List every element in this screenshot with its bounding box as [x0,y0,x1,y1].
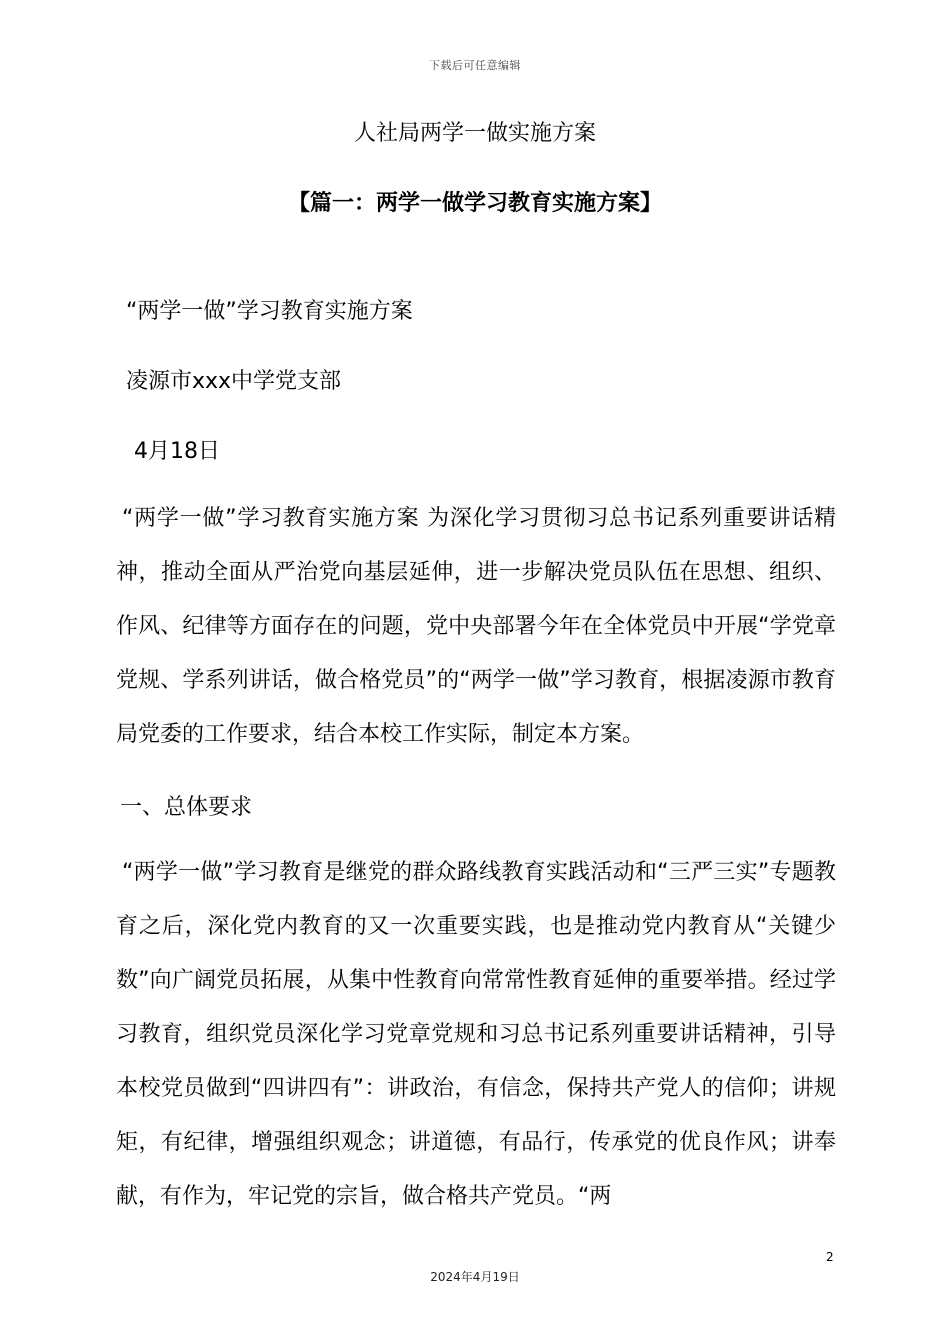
page-number: 2 [826,1250,834,1264]
section-paragraph: “两学一做”学习教育是继党的群众路线教育实践活动和“三严三实”专题教育之后，深化党内教育的又一次重要实践，也是推动党内教育从“关键少数”向广阔党员拓展，从集中性教育向常常性教育延伸的重要举措。经过学习教育，组织党员深化学习党章党规和习总书记系列重要讲话精神，引导本校党员做到“四讲四有”：讲政治，有信念，保持共产党人的信仰；讲规矩，有纪律，增强组织观念；讲道德，有品行，传承党的优良作风；讲奉献，有作为，牢记党的宗旨，做合格共产党员。“两 [116,860,836,1209]
document-date: 4月18日 [134,439,220,464]
intro-paragraph: “两学一做”学习教育实施方案 为深化学习贯彻习总书记系列重要讲话精神，推动全面从严治党向基层延伸，进一步解决党员队伍在思想、组织、作风、纪律等方面存在的问题，党中央部署今年在全体党员中开展“学党章党规、学系列讲话，做合格党员”的“两学一做”学习教育，根据凌源市教育局党委的工作要求，结合本校工作实际，制定本方案。 [116,506,836,747]
section-heading: 一、总体要求 [120,795,253,820]
document-title: 人社局两学一做实施方案 [353,121,596,146]
organization-name: 凌源市xxx中学党支部 [126,369,342,394]
document-subtitle: 【篇一：两学一做学习教育实施方案】 [287,191,662,216]
page-header-note: 下载后可任意编辑 [429,59,521,72]
plan-title: “两学一做”学习教育实施方案 [126,299,413,324]
page-footer-date: 2024年4月19日 [430,1270,520,1284]
